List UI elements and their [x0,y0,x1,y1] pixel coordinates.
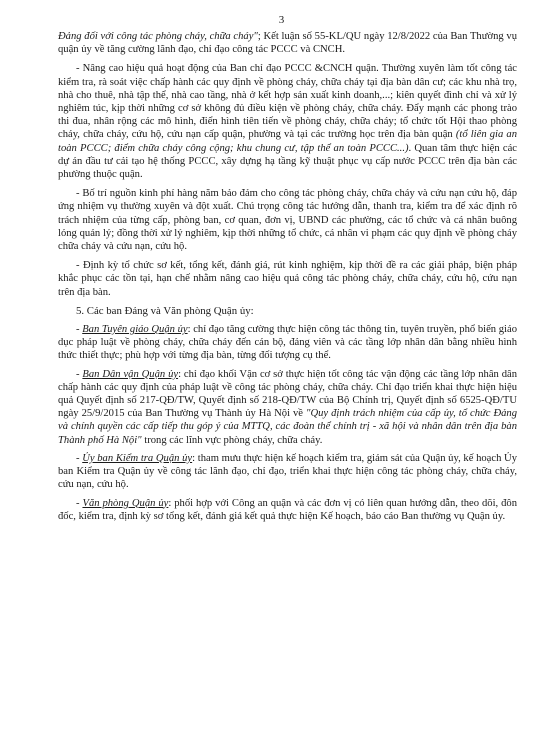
mass-mobilization-board-label: Ban Dân vận Quận ủy [82,368,179,380]
propaganda-board-label: Ban Tuyên giáo Quận ủy [82,324,188,336]
dash: - [76,497,83,509]
mass-mobilization-board-end: trong các lĩnh vực phòng cháy, chữa cháy. [141,434,323,446]
paragraph-conclusion-55 [58,30,517,56]
conclusion-text: ; Kết luận số 55-KL/QU ngày 12/8/2022 của Ban Thường vụ quận ủy về tăng cường lãnh đạo, chỉ đạo công tác PCCC và CNCH. [58,31,517,56]
mass-mobilization-board-text: : chỉ đạo khối Vận cơ sở thực hiện tốt công tác vận động các tầng lớp nhân dân chấp hành các quy định của pháp luật về công tác phòng cháy, chữa cháy. Chỉ đạo triển khai thực hiện hiệu quả Quyết định số 217-QĐ/TW, Quyết định số 218-QĐ/TW của Bộ Chính trị, Quyết định số 6525-QĐ/TU ngày 25/9/2015 của Ban Thường vụ Thành ủy Hà Nội về [58,368,517,420]
district-office-text: : phối hợp với Công an quận và các đơn vị có liên quan hướng dẫn, theo dõi, đôn đốc, kiểm tra, định kỳ sơ tổng kết, đánh giá kết quả thực hiện Kế hoạch, báo cáo Ban thường vụ Quận ủy. [58,497,517,522]
district-office-label: Văn phòng Quận ủy [82,497,169,509]
propaganda-board-text: : chỉ đạo tăng cường thực hiện công tác thông tin, tuyên truyền, phổ biến giáo dục pháp luật về phòng cháy, chữa cháy đến cán bộ, đảng viên và các tầng lớp nhân dân bằng nhiều hình thức thiết thực; phù hợp với từng địa bàn, từng đối tượng cụ thể. [58,324,517,362]
inspection-committee-label: Ủy ban Kiểm tra Quận ủy [82,452,193,464]
paragraph-funding: - Bố trí nguồn kinh phí hàng năm bảo đảm cho công tác phòng cháy, chữa cháy và cứu nạn cứu hộ, đáp ứng nhiệm vụ thường xuyên và đột xuất. Chú trọng công tác hướng dẫn, thanh tra, kiểm tra để xác định rõ trách nhiệm của từng cấp, phòng ban, cơ quan, đơn vị, UBND các phường, các tổ chức và cá nhân buông lỏng quản lý; đồng thời xử lý nghiêm, kịp thời những tổ chức, cá nhân vi phạm các quy định về phòng cháy chữa cháy và cứu nạn, cứu hộ. [58,188,517,253]
paragraph-mass-mobilization-board [58,368,517,447]
steering-text-end: . Quan tâm thực hiện các dự án đầu tư cải tạo hệ thống PCCC, xây dựng hạ tầng kỹ thuật phục vụ cấp nước PCCC trên địa bàn các phường thuộc quận. [58,142,517,181]
paragraph-periodic-review: - Định kỳ tổ chức sơ kết, tổng kết, đánh giá, rút kinh nghiệm, kịp thời đề ra các giải pháp, biện pháp khắc phục các tồn tại, hạn chế nhằm nâng cao hiệu quả công tác phòng cháy, chữa cháy, cứu hộ, cứu nạn trên địa bàn. [58,260,517,298]
regulation-quote: "Quy định trách nhiệm của cấp ủy, tổ chức Đảng và chính quyền các cấp tiếp thu góp ý của MTTQ, các đoàn thể chính trị - xã hội và nhân dân trên địa bàn Thành phố Hà Nội" [58,408,518,446]
paragraph-inspection-committee [58,452,517,492]
paragraph-steering-committee [58,62,517,181]
steering-text: - Nâng cao hiệu quả hoạt động của Ban chỉ đạo PCCC &CNCH quận. Thường xuyên làm tốt công tác kiểm tra, rà soát việc chấp hành các quy định về phòng cháy, chữa cháy tại địa bàn dân cư; các khu nhà trọ, nhà cho thuê, nhà tập thể, nhà cao tầng, nhà ở kết hợp sản xuất kinh doanh,...; kiên quyết đình chỉ và xử lý nghiêm túc, kịp thời những cơ sở không đủ điều kiện về phòng cháy, chữa cháy. Đẩy mạnh các phong trào thi đua, nhân rộng các mô hình, điển hình tiên tiến về phòng cháy, chữa cháy; tổ chức tốt Hội thao phòng cháy, chữa cháy, cứu hộ, cứu nạn cấp quận, phường và tại các trường học trên địa bàn quận [58,63,517,141]
paragraph-propaganda-board [58,323,517,363]
section-heading-5: 5. Các ban Đảng và Văn phòng Quận ủy: [76,304,254,317]
dash: - [76,368,83,380]
dash: - [76,324,83,336]
page-number: 3 [278,14,285,26]
resolution-title-end: Đảng đối với công tác phòng cháy, chữa cháy" [58,31,258,42]
steering-models-list: (tổ liên gia an toàn PCCC; điểm chữa cháy công cộng; khu chung cư, tập thể an toàn PCCC...) [58,129,517,154]
paragraph-district-office [58,497,517,523]
dash: - [76,452,83,464]
inspection-committee-text: : tham mưu thực hiện kế hoạch kiểm tra, giám sát của Quận ủy, kế hoạch Ủy ban Kiểm tra Quận ủy về công tác lãnh đạo, chỉ đạo, triển khai thực hiện công tác phòng cháy, chữa cháy, cứu nạn, cứu hộ. [58,452,517,491]
